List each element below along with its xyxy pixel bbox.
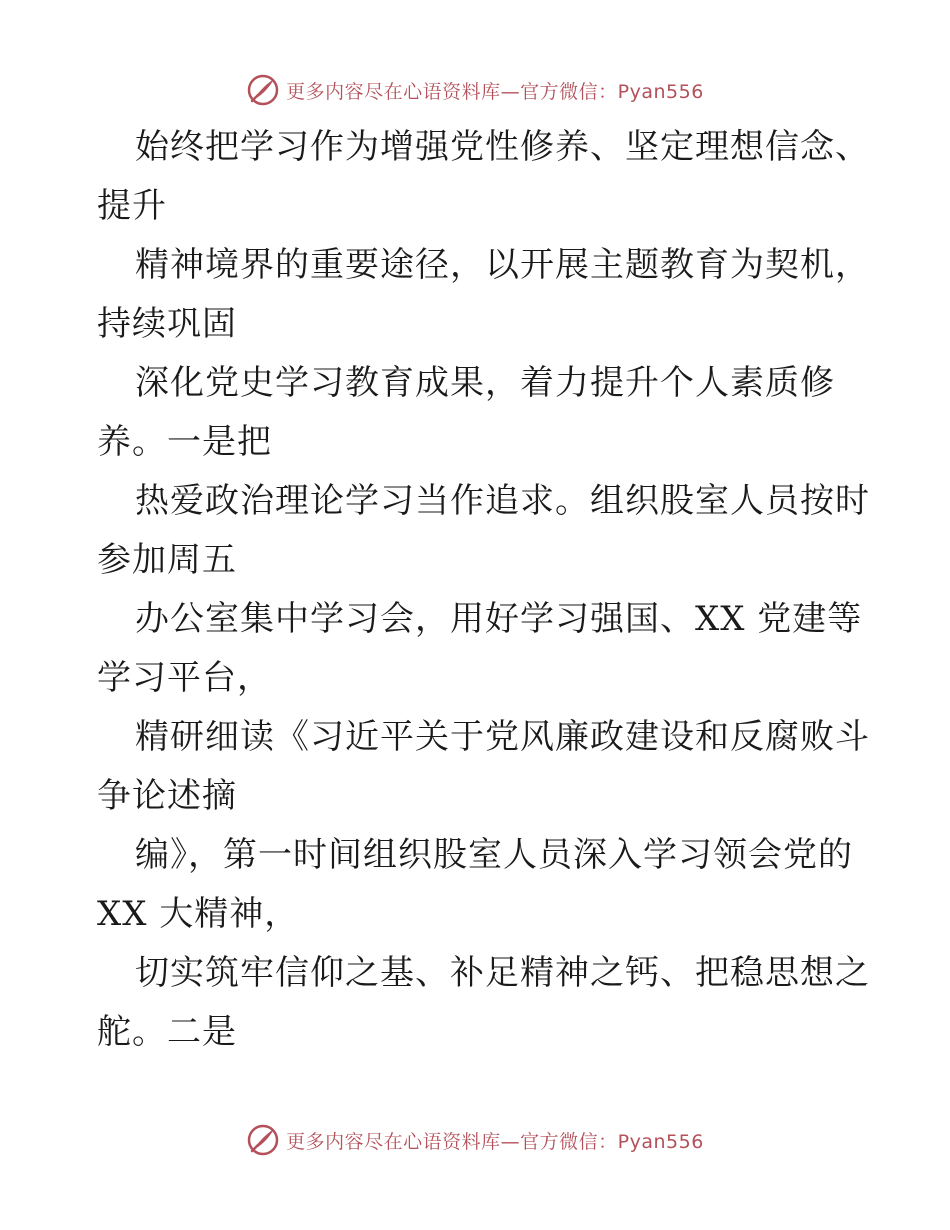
body-line: 持续巩固 (97, 304, 237, 344)
body-line: 舵。二是 (97, 1012, 237, 1052)
feather-pen-logo-icon (246, 1123, 280, 1157)
body-line: 学习平台， (97, 658, 272, 698)
body-line: 编》，第一时间组织股室人员深入学习领会党的 (135, 835, 853, 875)
body-line: 始终把学习作为增强党性修养、坚定理想信念、 (135, 127, 870, 167)
body-line: 提升 (97, 186, 167, 226)
body-line: 养。一是把 (97, 422, 272, 462)
feather-pen-logo-icon (246, 73, 280, 107)
body-line: 精神境界的重要途径，以开展主题教育为契机， (135, 245, 870, 285)
body-line: 深化党史学习教育成果，着力提升个人素质修 (135, 363, 835, 403)
body-line: 精研细读《习近平关于党风廉政建设和反腐败斗 (135, 717, 870, 757)
header-banner (0, 70, 950, 110)
document-body (97, 118, 870, 1062)
header-banner-text: 更多内容尽在心语资料库—官方微信：Pyan556 (286, 80, 704, 103)
body-line: 切实筑牢信仰之基、补足精神之钙、把稳思想之 (135, 953, 870, 993)
footer-banner (0, 1120, 950, 1160)
body-line: XX 大精神， (97, 894, 300, 934)
footer-banner-text: 更多内容尽在心语资料库—官方微信：Pyan556 (286, 1130, 704, 1153)
body-line: 争论述摘 (97, 776, 237, 816)
body-line: 办公室集中学习会，用好学习强国、XX 党建等 (135, 599, 863, 639)
body-line: 热爱政治理论学习当作追求。组织股室人员按时 (135, 481, 870, 521)
body-line: 参加周五 (97, 540, 237, 580)
